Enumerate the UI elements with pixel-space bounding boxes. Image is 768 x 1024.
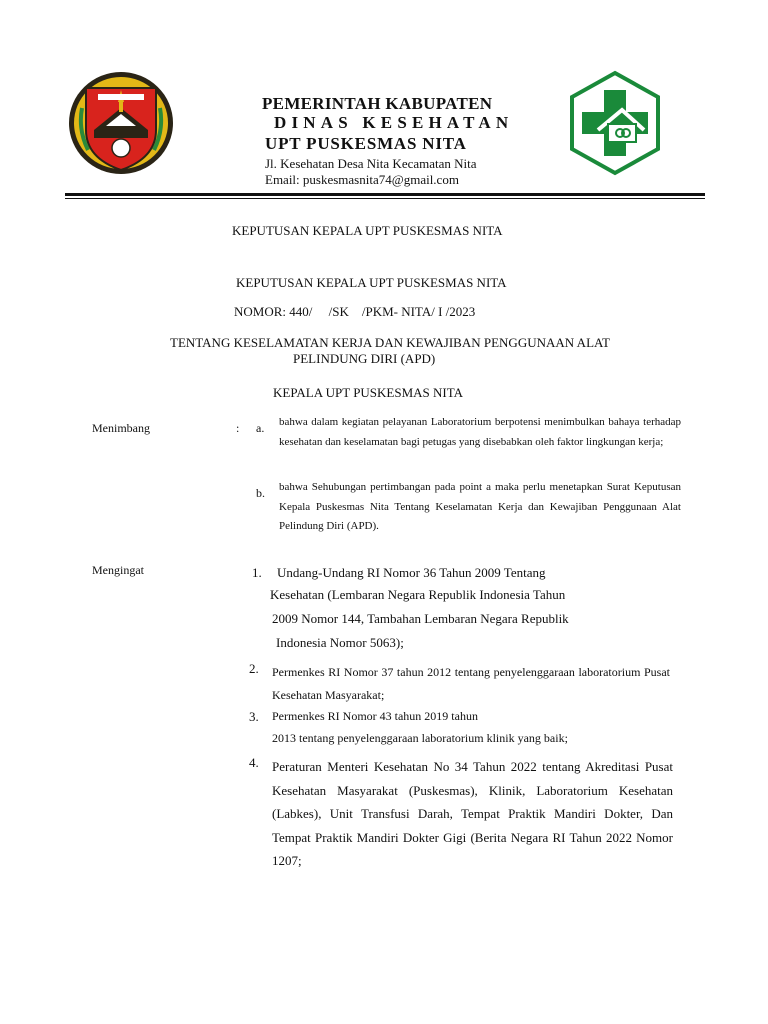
mengingat-item-3-line-2: 2013 tentang penyelenggaraan laboratorium klinik yang baik; xyxy=(272,731,568,745)
menimbang-item-a: bahwa dalam kegiatan pelayanan Laboratorium berpotensi menimbulkan bahaya terhadap kesehatan dan keselamatan bagi petugas yang disebabkan oleh faktor lingkungan kerja; xyxy=(279,416,681,448)
mengingat-label: Mengingat xyxy=(92,563,144,577)
mengingat-marker-4: 4. xyxy=(249,755,259,770)
header-unit: UPT PUSKESMAS NITA xyxy=(265,134,467,153)
mengingat-item-2: Permenkes RI Nomor 37 tahun 2012 tentang penyelenggaraan laboratorium Pusat Kesehatan Masyarakat; xyxy=(272,665,670,702)
mengingat-item-1-line-4: Indonesia Nomor 5063); xyxy=(276,635,404,650)
menimbang-label: Menimbang xyxy=(92,421,150,435)
decision-heading: KEPUTUSAN KEPALA UPT PUSKESMAS NITA xyxy=(232,223,503,238)
header-department: DINAS KESEHATAN xyxy=(274,113,514,132)
header-rule-thin xyxy=(65,198,705,199)
menimbang-item-b: bahwa Sehubungan pertimbangan pada point a maka perlu menetapkan Surat Keputusan Kepala Puskesmas Nita Tentang Keselamatan Kerja dan Kewajiban Penggunaan Alat Pelindung Diri (APD). xyxy=(279,481,681,532)
mengingat-item-1-line-2: Kesehatan (Lembaran Negara Republik Indonesia Tahun xyxy=(270,587,566,602)
mengingat-item-1-line-3: 2009 Nomor 144, Tambahan Lembaran Negara Republik xyxy=(272,611,569,626)
header-government: PEMERINTAH KABUPATEN xyxy=(262,94,493,113)
subject-line-1: TENTANG KESELAMATAN KERJA DAN KEWAJIBAN PENGGUNAAN ALAT xyxy=(170,335,610,350)
decision-number: NOMOR: 440/ /SK /PKM- NITA/ I /2023 xyxy=(234,304,476,319)
mengingat-marker-3: 3. xyxy=(249,709,259,724)
mengingat-marker-1: 1. xyxy=(252,565,262,580)
mengingat-item-3-line-1: Permenkes RI Nomor 43 tahun 2019 tahun xyxy=(272,709,478,723)
header-address: Jl. Kesehatan Desa Nita Kecamatan Nita xyxy=(265,156,477,171)
menimbang-marker-b: b. xyxy=(256,486,265,500)
menimbang-colon: : xyxy=(236,421,240,435)
puskesmas-cross-icon xyxy=(568,70,662,176)
decision-heading-repeat: KEPUTUSAN KEPALA UPT PUSKESMAS NITA xyxy=(236,275,507,290)
head-of-unit-title: KEPALA UPT PUSKESMAS NITA xyxy=(273,385,464,400)
menimbang-marker-a: a. xyxy=(256,421,265,435)
header-rule-thick xyxy=(65,193,705,196)
mengingat-marker-2: 2. xyxy=(249,661,259,676)
mengingat-item-4: Peraturan Menteri Kesehatan No 34 Tahun 2022 tentang Akreditasi Pusat Kesehatan Masyarakat (Puskesmas), Klinik, Laboratorium Kesehatan (Labkes), Unit Transfusi Darah, Tempat Praktik Mandiri Dokter, Dan Tempat Praktik Mandiri Dokter Gigi (Berita Negara RI Tahun 2022 Nomor 1207; xyxy=(272,759,673,868)
regency-seal-icon xyxy=(66,70,176,176)
header-email: Email: puskesmasnita74@gmail.com xyxy=(265,172,459,187)
mengingat-item-1-line-1: Undang-Undang RI Nomor 36 Tahun 2009 Tentang xyxy=(277,565,546,580)
subject-line-2: PELINDUNG DIRI (APD) xyxy=(293,351,436,366)
